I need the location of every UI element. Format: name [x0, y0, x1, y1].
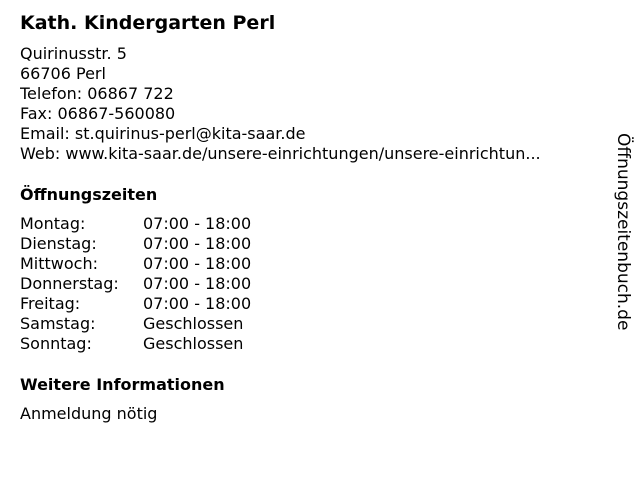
phone-line: Telefon: 06867 722: [20, 84, 174, 103]
email-line: Email: st.quirinus-perl@kita-saar.de: [20, 124, 306, 143]
hours-time: 07:00 - 18:00: [143, 274, 252, 293]
hours-time: Geschlossen: [143, 314, 244, 333]
hours-day: Mittwoch:: [20, 254, 98, 273]
address-city: 66706 Perl: [20, 64, 106, 83]
brand-watermark: Öffnungszeitenbuch.de: [613, 133, 633, 331]
hours-time: 07:00 - 18:00: [143, 254, 252, 273]
hours-day: Dienstag:: [20, 234, 97, 253]
hours-row: [20, 274, 600, 294]
opening-hours-table: [20, 214, 600, 354]
more-info-text: Anmeldung nötig: [20, 404, 158, 423]
hours-row: [20, 294, 600, 314]
address-street: Quirinusstr. 5: [20, 44, 127, 63]
hours-time: 07:00 - 18:00: [143, 214, 252, 233]
business-name: Kath. Kindergarten Perl: [20, 12, 276, 34]
business-card: [20, 10, 600, 424]
hours-row: [20, 214, 600, 234]
hours-row: [20, 334, 600, 354]
hours-day: Donnerstag:: [20, 274, 119, 293]
more-info-heading: Weitere Informationen: [20, 375, 225, 394]
hours-day: Sonntag:: [20, 334, 92, 353]
hours-row: [20, 314, 600, 334]
hours-day: Freitag:: [20, 294, 81, 313]
hours-row: [20, 254, 600, 274]
hours-time: 07:00 - 18:00: [143, 234, 252, 253]
hours-day: Montag:: [20, 214, 86, 233]
hours-row: [20, 234, 600, 254]
hours-time: 07:00 - 18:00: [143, 294, 252, 313]
hours-day: Samstag:: [20, 314, 96, 333]
contact-block: [20, 44, 600, 164]
web-line: Web: www.kita-saar.de/unsere-einrichtungen/unsere-einrichtun...: [20, 144, 541, 163]
opening-hours-heading: Öffnungszeiten: [20, 185, 158, 204]
hours-time: Geschlossen: [143, 334, 244, 353]
fax-line: Fax: 06867-560080: [20, 104, 176, 123]
